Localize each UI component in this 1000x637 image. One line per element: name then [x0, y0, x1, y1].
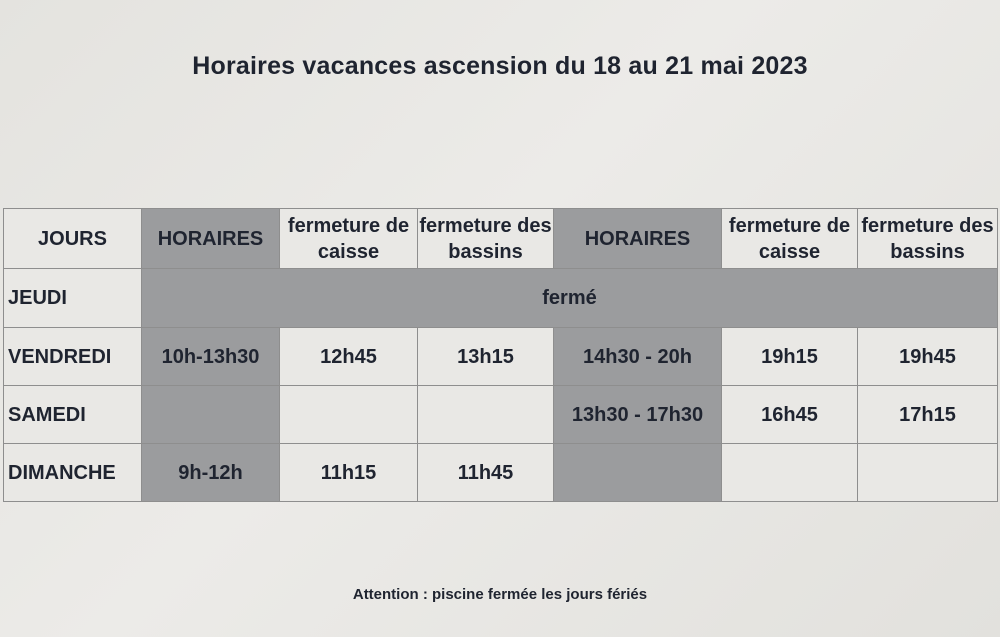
cell-fermeture-caisse-afternoon — [722, 444, 858, 502]
schedule-table — [3, 208, 998, 502]
closed-cell: fermé — [142, 269, 998, 328]
day-label: JEUDI — [4, 269, 142, 328]
table-row — [4, 444, 998, 502]
header-horaires-morning: HORAIRES — [142, 209, 280, 269]
cell-fermeture-bassins-morning: 13h15 — [418, 328, 554, 386]
table-row — [4, 386, 998, 444]
header-row — [4, 209, 998, 269]
cell-fermeture-caisse-afternoon: 19h15 — [722, 328, 858, 386]
page-title: Horaires vacances ascension du 18 au 21 mai 2023 — [192, 52, 808, 80]
cell-fermeture-caisse-morning: 11h15 — [280, 444, 418, 502]
cell-fermeture-bassins-morning: 11h45 — [418, 444, 554, 502]
cell-horaires-morning — [142, 386, 280, 444]
cell-fermeture-caisse-afternoon: 16h45 — [722, 386, 858, 444]
footer-note: Attention : piscine fermée les jours fériés — [352, 586, 648, 603]
header-fermeture-bassins-afternoon: fermeture des bassins — [858, 209, 998, 269]
cell-fermeture-bassins-morning — [418, 386, 554, 444]
header-fermeture-caisse-afternoon: fermeture de caisse — [722, 209, 858, 269]
header-fermeture-caisse-morning: fermeture de caisse — [280, 209, 418, 269]
header-fermeture-bassins-morning: fermeture des bassins — [418, 209, 554, 269]
day-label: SAMEDI — [4, 386, 142, 444]
cell-fermeture-bassins-afternoon: 19h45 — [858, 328, 998, 386]
table-row — [4, 328, 998, 386]
cell-horaires-morning: 10h-13h30 — [142, 328, 280, 386]
cell-fermeture-bassins-afternoon — [858, 444, 998, 502]
cell-horaires-morning: 9h-12h — [142, 444, 280, 502]
cell-horaires-afternoon — [554, 444, 722, 502]
cell-horaires-afternoon: 13h30 - 17h30 — [554, 386, 722, 444]
cell-fermeture-caisse-morning: 12h45 — [280, 328, 418, 386]
cell-fermeture-bassins-afternoon: 17h15 — [858, 386, 998, 444]
header-jours: JOURS — [4, 209, 142, 269]
day-label: VENDREDI — [4, 328, 142, 386]
cell-horaires-afternoon: 14h30 - 20h — [554, 328, 722, 386]
header-horaires-afternoon: HORAIRES — [554, 209, 722, 269]
table-row — [4, 269, 998, 328]
cell-fermeture-caisse-morning — [280, 386, 418, 444]
day-label: DIMANCHE — [4, 444, 142, 502]
